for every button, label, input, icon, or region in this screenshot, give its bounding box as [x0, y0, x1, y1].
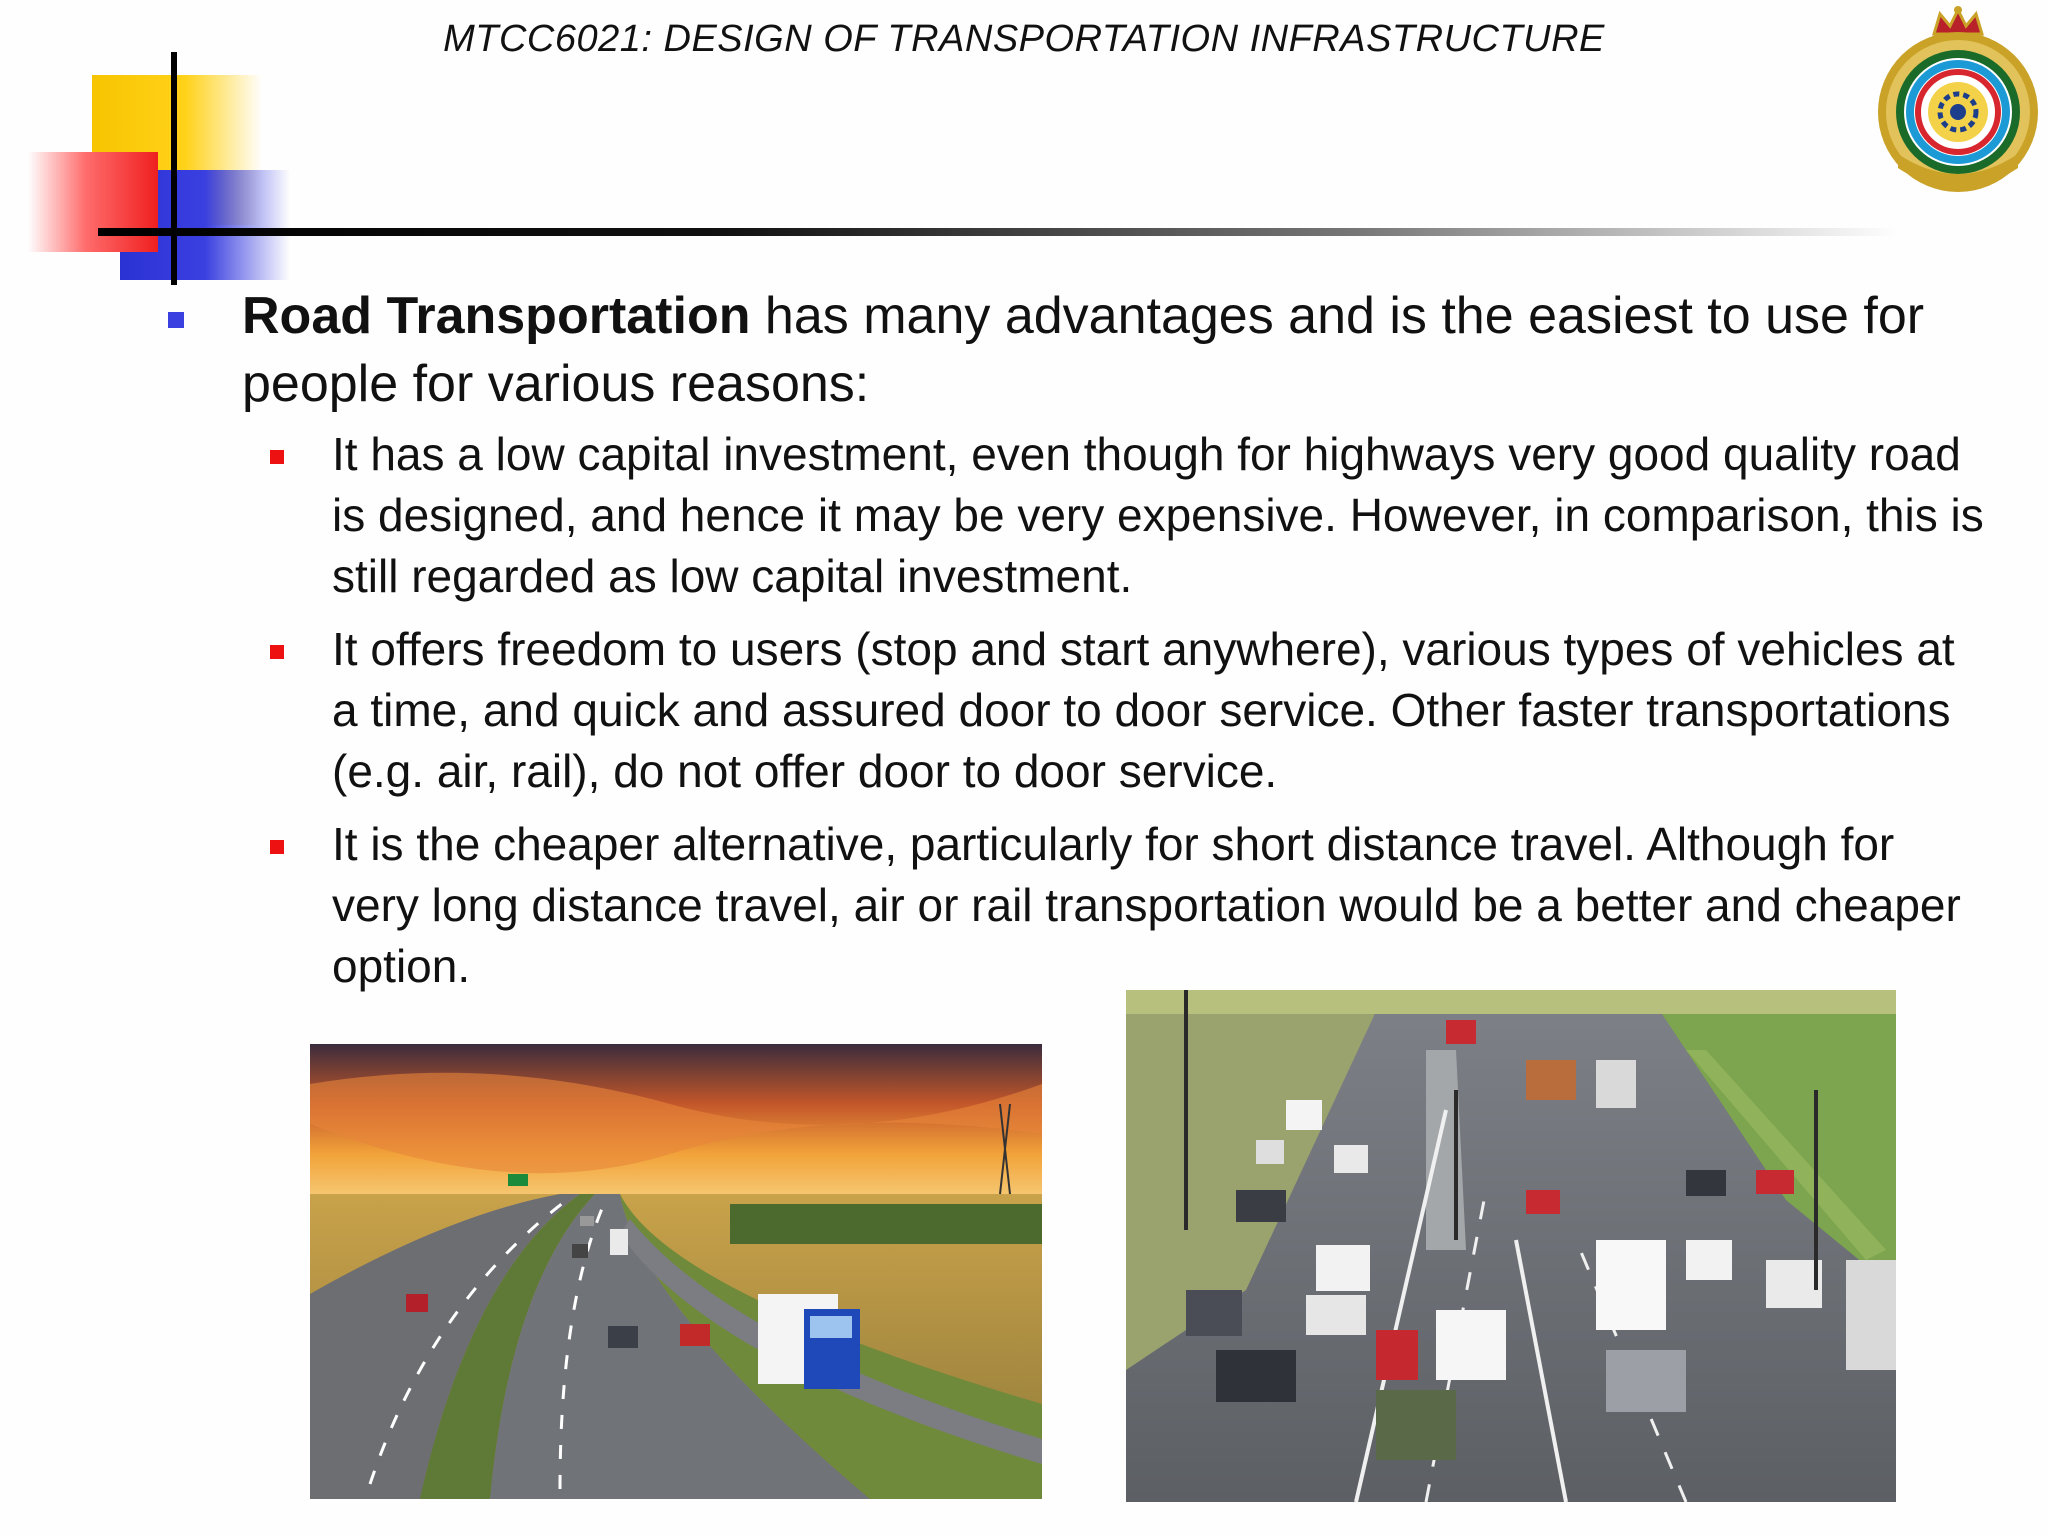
title-divider-line	[98, 228, 1898, 236]
city-traffic-photo	[1126, 990, 1896, 1502]
college-crest-icon	[1868, 4, 2048, 192]
decor-red-square	[28, 152, 158, 252]
sub-bullet	[160, 814, 1990, 997]
sub-bullet-text: It has a low capital investment, even though for highways very good quality road is designed, and hence it may be very expensive. However, in comparison, this is still regarded as low capital investment.	[332, 428, 1984, 602]
bullet-square-icon	[270, 645, 284, 659]
bullet-square-icon	[168, 312, 184, 328]
sub-bullet-text: It offers freedom to users (stop and start anywhere), various types of vehicles at a time, and quick and assured door to door service. Other faster transportations (e.g. air, rail), do not offer door to door service.	[332, 623, 1955, 797]
decor-vertical-line	[171, 52, 177, 285]
sub-bullet	[160, 619, 1990, 802]
sub-bullet	[160, 424, 1990, 607]
sub-bullet-text: It is the cheaper alternative, particularly for short distance travel. Although for very long distance travel, air or rail transportation would be a better and cheaper option.	[332, 818, 1961, 992]
course-title: MTCC6021: DESIGN OF TRANSPORTATION INFRASTRUCTURE	[443, 18, 1605, 60]
slide-body	[160, 282, 1990, 1009]
bullet-square-icon	[270, 840, 284, 854]
highway-sunset-photo	[310, 1044, 1042, 1499]
main-bullet-text: has many advantages and is the easiest to use for people for various reasons:	[242, 287, 1925, 413]
main-bullet	[160, 282, 1990, 418]
bullet-square-icon	[270, 450, 284, 464]
main-bullet-bold: Road Transportation	[242, 287, 751, 345]
sub-bullet-list	[160, 424, 1990, 997]
